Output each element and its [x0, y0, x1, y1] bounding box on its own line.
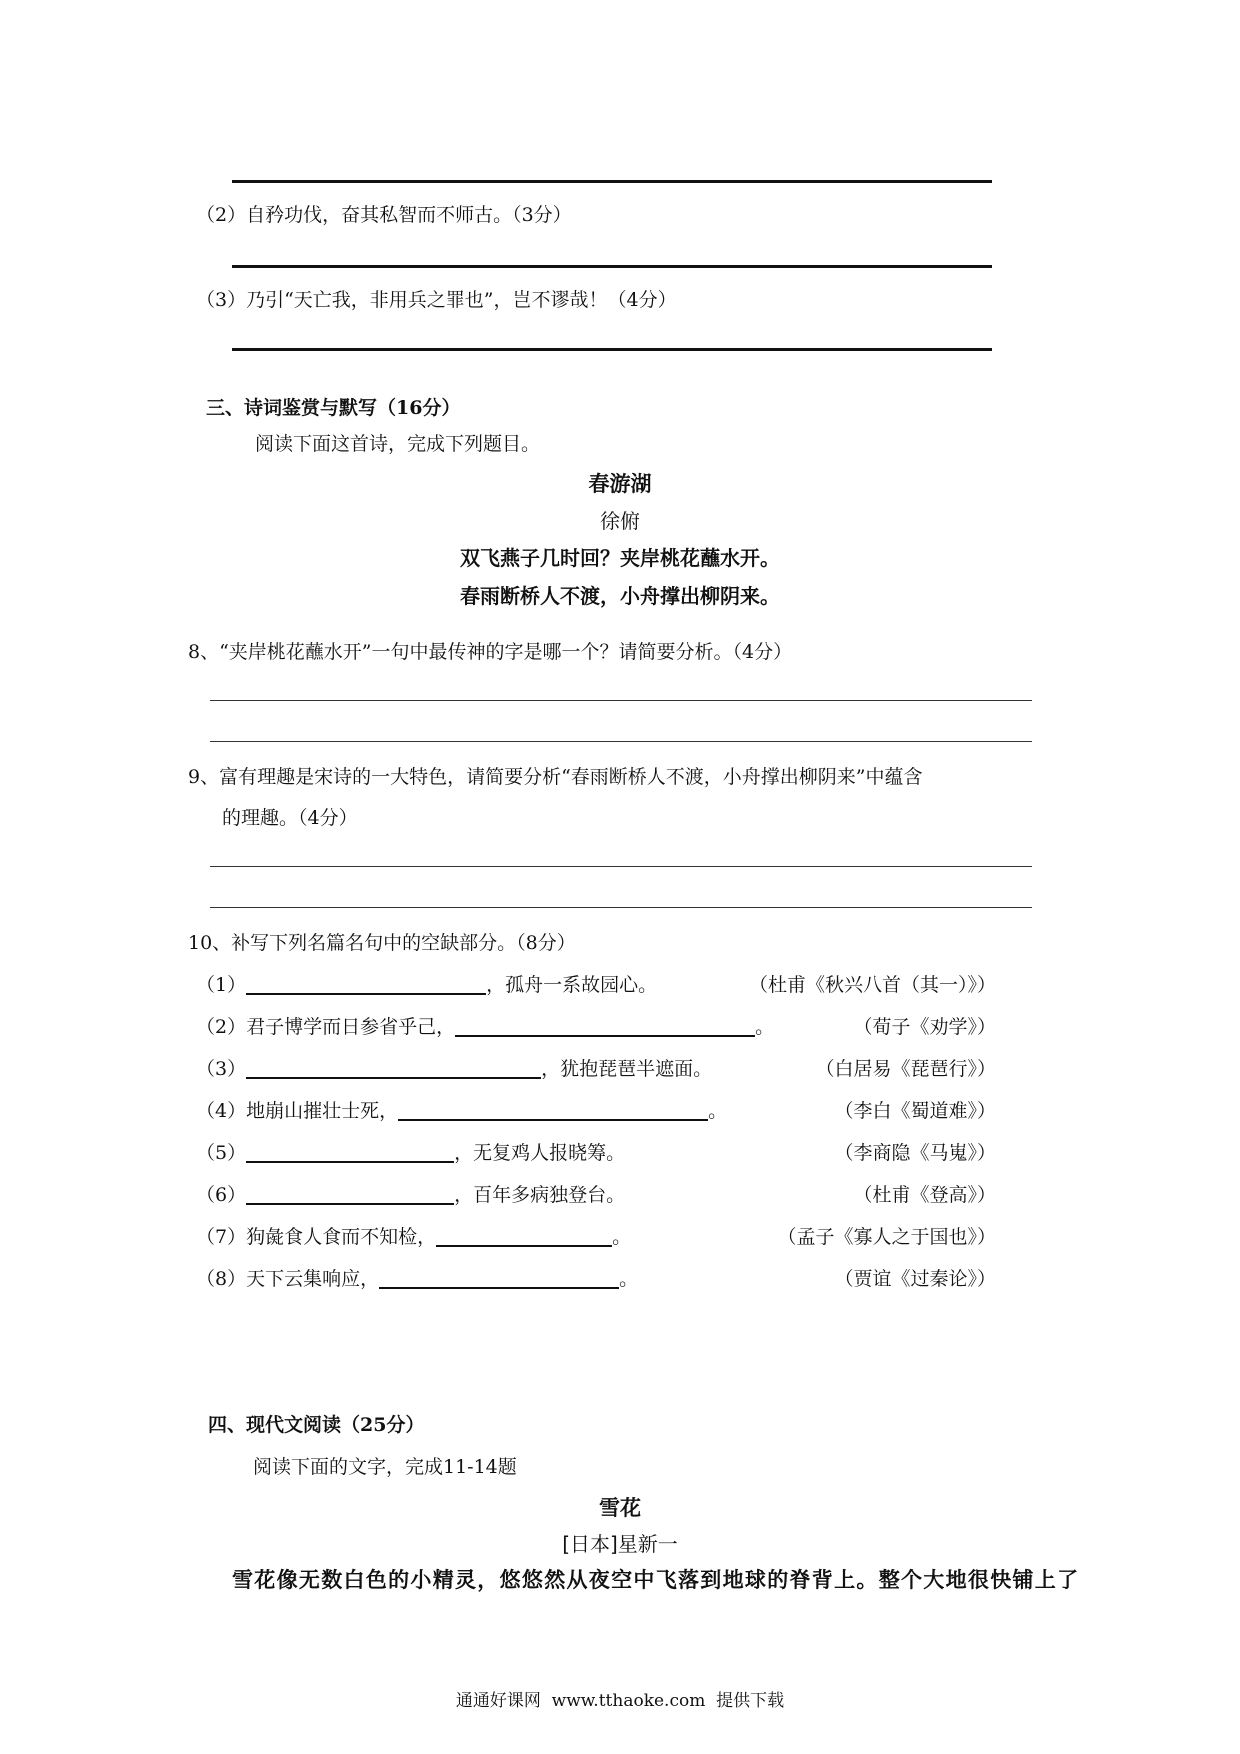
fill-item-5 — [196, 1138, 996, 1168]
section-3-title: 三、诗词鉴赏与默写（16分） — [206, 397, 461, 419]
fill-source: （李商隐《马嵬》） — [834, 1142, 996, 1164]
fill-post: ，百年多病独登台。 — [454, 1184, 626, 1206]
fill-blank[interactable] — [246, 1183, 454, 1205]
fill-item-8 — [196, 1264, 996, 1294]
fill-num: （5） — [196, 1142, 247, 1164]
section-4-title: 四、现代文阅读（25分） — [208, 1414, 425, 1436]
fill-num: （7） — [196, 1226, 247, 1248]
fill-num: （3） — [196, 1058, 247, 1080]
answer-line — [232, 265, 992, 268]
fill-item-4 — [196, 1096, 996, 1126]
answer-line — [232, 348, 992, 351]
fill-source: （白居易《琵琶行》） — [815, 1058, 996, 1080]
article-title: 雪花 — [599, 1496, 641, 1520]
fill-blank[interactable] — [246, 973, 486, 995]
fill-source: （杜甫《登高》） — [853, 1184, 996, 1206]
fill-source: （贾谊《过秦论》） — [834, 1268, 996, 1290]
fill-blank[interactable] — [455, 1015, 755, 1037]
poem-line-1: 双飞燕子几时回？夹岸桃花蘸水开。 — [460, 546, 780, 570]
fill-blank[interactable] — [246, 1057, 541, 1079]
fill-post: 。 — [708, 1100, 728, 1122]
article-first-line: 雪花像无数白色的小精灵，悠悠然从夜空中飞落到地球的脊背上。整个大地很快铺上了 — [232, 1568, 1080, 1592]
article-author: [日本]星新一 — [562, 1532, 678, 1556]
fill-item-2 — [196, 1012, 996, 1042]
fill-blank[interactable] — [246, 1141, 454, 1163]
section-4-intro: 阅读下面的文字，完成11-14题 — [253, 1456, 517, 1478]
fill-blank[interactable] — [398, 1099, 708, 1121]
fill-pre: 君子博学而日参省乎己， — [246, 1016, 456, 1038]
answer-line — [210, 866, 1032, 867]
poem-author: 徐俯 — [600, 509, 640, 533]
fill-item-1 — [196, 970, 996, 1000]
fill-num: （2） — [196, 1016, 247, 1038]
fill-blank[interactable] — [436, 1225, 612, 1247]
fill-blank[interactable] — [379, 1267, 619, 1289]
poem-line-2: 春雨断桥人不渡，小舟撑出柳阴来。 — [460, 584, 780, 608]
answer-line — [210, 907, 1032, 908]
fill-num: （1） — [196, 974, 247, 996]
answer-line — [232, 180, 992, 183]
question-3: （3）乃引“天亡我，非用兵之罪也”，岂不谬哉！（4分） — [196, 289, 677, 311]
fill-item-3 — [196, 1054, 996, 1084]
section-3-intro: 阅读下面这首诗，完成下列题目。 — [255, 433, 541, 455]
fill-post: ，犹抱琵琶半遮面。 — [541, 1058, 713, 1080]
fill-post: 。 — [755, 1016, 775, 1038]
fill-pre: 地崩山摧壮士死， — [246, 1100, 399, 1122]
fill-item-7 — [196, 1222, 996, 1252]
fill-num: （6） — [196, 1184, 247, 1206]
footer: 通通好课网 www.tthaoke.com 提供下载 — [455, 1691, 785, 1711]
question-10: 10、补写下列名篇名句中的空缺部分。（8分） — [188, 932, 576, 954]
fill-num: （8） — [196, 1268, 247, 1290]
fill-num: （4） — [196, 1100, 247, 1122]
answer-line — [210, 741, 1032, 742]
fill-source: （孟子《寡人之于国也》） — [777, 1226, 996, 1248]
poem-title: 春游湖 — [588, 472, 652, 496]
fill-post: 。 — [612, 1226, 632, 1248]
question-9-line-1: 9、富有理趣是宋诗的一大特色，请简要分析“春雨断桥人不渡，小舟撑出柳阴来”中蕴含 — [188, 766, 923, 788]
fill-post: ，孤舟一系故园心。 — [486, 974, 658, 996]
fill-source: （荀子《劝学》） — [853, 1016, 996, 1038]
fill-pre: 狗彘食人食而不知检， — [246, 1226, 437, 1248]
question-9-line-2: 的理趣。（4分） — [222, 807, 358, 829]
fill-post: 。 — [619, 1268, 639, 1290]
answer-line — [210, 700, 1032, 701]
fill-source: （杜甫《秋兴八首（其一）》） — [748, 974, 996, 996]
question-8: 8、“夹岸桃花蘸水开”一句中最传神的字是哪一个？请简要分析。（4分） — [188, 641, 793, 663]
fill-source: （李白《蜀道难》） — [834, 1100, 996, 1122]
fill-item-6 — [196, 1180, 996, 1210]
fill-pre: 天下云集响应， — [246, 1268, 380, 1290]
question-2: （2）自矜功伐，奋其私智而不师古。（3分） — [196, 204, 572, 226]
fill-post: ，无复鸡人报晓筹。 — [454, 1142, 626, 1164]
